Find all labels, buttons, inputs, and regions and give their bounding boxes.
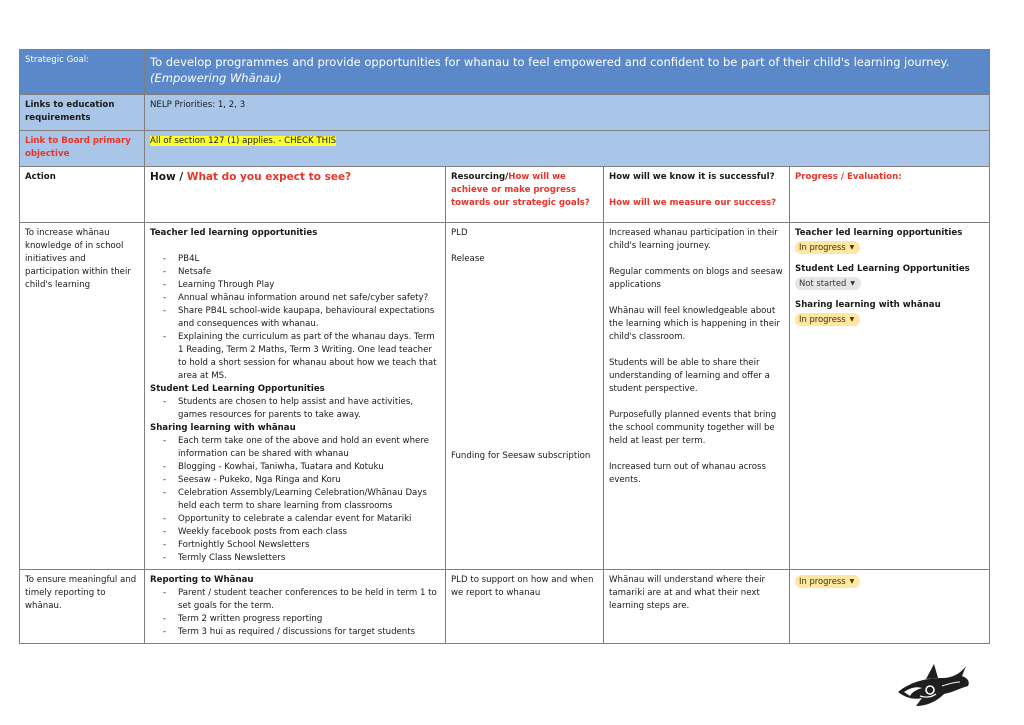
caret-down-icon: ▼ bbox=[850, 279, 855, 287]
resourcing-header: Resourcing/How will we achieve or make progress towards our strategic goals? bbox=[446, 167, 604, 223]
education-links-label: Links to education requirements bbox=[20, 95, 145, 131]
action-header: Action bbox=[20, 167, 145, 223]
row1-how bbox=[145, 223, 446, 570]
caret-down-icon: ▼ bbox=[849, 577, 855, 585]
row2-success: Whānau will understand where their tamariki are at and what their next learning steps are. bbox=[604, 570, 790, 644]
row1-action: To increase whānau knowledge of in school initiatives and participation within their child's learning bbox=[20, 223, 145, 570]
board-objective-value: All of section 127 (1) applies. - CHECK THIS bbox=[150, 136, 337, 146]
board-objective-cell bbox=[145, 131, 990, 167]
list-item: - Fortnightly School Newsletters bbox=[178, 539, 440, 552]
student-led-list bbox=[150, 396, 440, 422]
column-header-row bbox=[20, 167, 990, 223]
reporting-list bbox=[150, 587, 440, 639]
strategic-goal-label: Strategic Goal: bbox=[20, 50, 145, 95]
list-item: - Students are chosen to help assist and have activities, games resources for parents to take away. bbox=[178, 396, 440, 422]
list-item: - Termly Class Newsletters bbox=[178, 552, 440, 565]
education-links-row bbox=[20, 95, 990, 131]
list-item: - Each term take one of the above and hold an event where information can be shared with whanau bbox=[178, 435, 440, 461]
caret-down-icon: ▼ bbox=[849, 243, 855, 251]
status-dropdown[interactable]: In progress ▼ bbox=[795, 313, 860, 326]
strategic-goal-subtitle: (Empowering Whānau) bbox=[150, 71, 282, 85]
progress-header: Progress / Evaluation: bbox=[790, 167, 990, 223]
list-item: - Weekly facebook posts from each class bbox=[178, 526, 440, 539]
row1-resourcing: PLD Release Funding for Seesaw subscription bbox=[446, 223, 604, 570]
success-header: How will we know it is successful? How will we measure our success? bbox=[604, 167, 790, 223]
list-item: - Annual whānau information around net safe/cyber safety? bbox=[178, 292, 440, 305]
board-objective-row bbox=[20, 131, 990, 167]
strategic-goal-cell bbox=[145, 50, 990, 95]
table-row bbox=[20, 223, 990, 570]
status-dropdown[interactable]: In progress ▼ bbox=[795, 575, 860, 588]
sharing-list bbox=[150, 435, 440, 565]
board-objective-label: Link to Board primary objective bbox=[20, 131, 145, 167]
list-item: - Learning Through Play bbox=[178, 279, 440, 292]
row2-how bbox=[145, 570, 446, 644]
caret-down-icon: ▼ bbox=[849, 315, 855, 323]
how-header: How / What do you expect to see? bbox=[145, 167, 446, 223]
status-dropdown[interactable]: Not started ▼ bbox=[795, 277, 861, 290]
list-item: - Celebration Assembly/Learning Celebration/Whānau Days held each term to share learning from classrooms bbox=[178, 487, 440, 513]
list-item: - PB4L bbox=[178, 253, 440, 266]
row1-progress: Teacher led learning opportunities In progress ▼ Student Led Learning Opportunities Not started ▼ Sharing learning with whānau In progress ▼ bbox=[790, 223, 990, 570]
table-row bbox=[20, 570, 990, 644]
strategic-goal-row bbox=[20, 50, 990, 95]
section-title: Reporting to Whānau bbox=[150, 575, 254, 585]
row1-success: Increased whanau participation in their child's learning journey. Regular comments on blogs and seesaw applications Whānau will feel knowledgeable about the learning which is happening in their child's classroom. Students will be able to share their understanding of learning and offer a student perspective. Purposefully planned events that bring the school community together will be held at least per term. Increased turn out of whanau across events. bbox=[604, 223, 790, 570]
strategic-plan-table bbox=[19, 49, 990, 644]
row2-progress bbox=[790, 570, 990, 644]
section-title: Sharing learning with whānau bbox=[150, 423, 296, 433]
strategic-goal-text: To develop programmes and provide opportunities for whanau to feel empowered and confident to be part of their child's learning journey. bbox=[150, 55, 950, 69]
list-item: - Netsafe bbox=[178, 266, 440, 279]
list-item: - Opportunity to celebrate a calendar event for Matariki bbox=[178, 513, 440, 526]
education-links-value: NELP Priorities: 1, 2, 3 bbox=[145, 95, 990, 131]
list-item: - Seesaw - Pukeko, Nga Ringa and Koru bbox=[178, 474, 440, 487]
list-item: - Parent / student teacher conferences to be held in term 1 to set goals for the term. bbox=[178, 587, 440, 613]
section-title: Teacher led learning opportunities bbox=[150, 228, 318, 238]
list-item: - Share PB4L school-wide kaupapa, behavioural expectations and consequences with whanau. bbox=[178, 305, 440, 331]
list-item: - Term 2 written progress reporting bbox=[178, 613, 440, 626]
shark-icon bbox=[896, 652, 972, 710]
status-dropdown[interactable]: In progress ▼ bbox=[795, 241, 860, 254]
list-item: - Explaining the curriculum as part of the whanau days. Term 1 Reading, Term 2 Maths, Term 3 Writing. One lead teacher to hold a short session for whanau about how we teach that area at MS. bbox=[178, 331, 440, 383]
teacher-led-list bbox=[150, 253, 440, 383]
list-item: - Term 3 hui as required / discussions for target students bbox=[178, 626, 440, 639]
row2-resourcing: PLD to support on how and when we report to whanau bbox=[446, 570, 604, 644]
row2-action: To ensure meaningful and timely reporting to whānau. bbox=[20, 570, 145, 644]
section-title: Student Led Learning Opportunities bbox=[150, 384, 325, 394]
list-item: - Blogging - Kowhai, Taniwha, Tuatara and Kotuku bbox=[178, 461, 440, 474]
